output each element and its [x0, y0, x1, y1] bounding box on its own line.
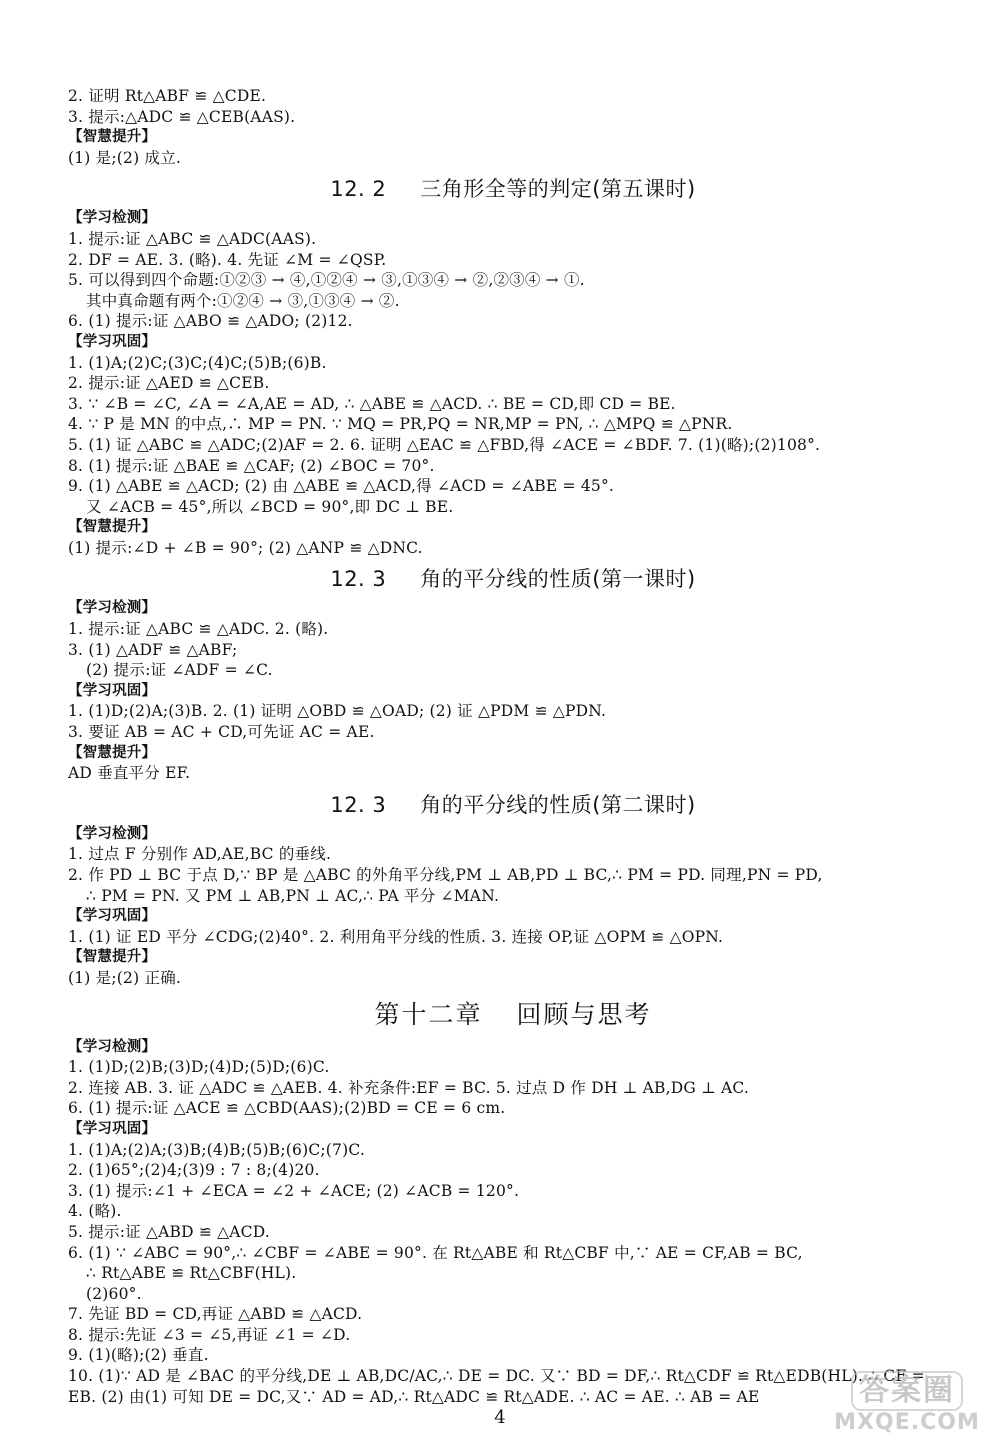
answer-line: 5. 可以得到四个命题:①②③ → ④,①②④ → ③,①③④ → ②,②③④ → ①.	[68, 271, 585, 290]
page-content	[68, 86, 958, 1407]
section-body	[68, 208, 958, 558]
subsection-label: 【智慧提升】	[68, 744, 157, 761]
section-number: 12. 3	[330, 792, 387, 817]
answer-line: 3. 提示:△ADC ≌ △CEB(AAS).	[68, 107, 296, 126]
subsection-label: 【学习巩固】	[68, 908, 157, 925]
answer-line: 1. (1) 证 ED 平分 ∠CDG;(2)40°. 2. 利用角平分线的性质. 3. 连接 OP,证 △OPM ≌ △OPN.	[68, 927, 724, 946]
answer-line: 3. (1) 提示:∠1 + ∠ECA = ∠2 + ∠ACE; (2) ∠ACB = 120°.	[68, 1181, 520, 1200]
answer-line: (1) 是;(2) 正确.	[68, 968, 182, 987]
answer-line: 9. (1) △ABE ≌ △ACD; (2) 由 △ABE ≌ △ACD,得 ∠ACD = ∠ABE = 45°.	[68, 477, 615, 496]
section-number: 12. 2	[330, 177, 387, 202]
answer-line: 2. 连接 AB. 3. 证 △ADC ≌ △AEB. 4. 补充条件:EF = BC. 5. 过点 D 作 DH ⊥ AB,DG ⊥ AC.	[68, 1078, 750, 1097]
section-continued	[68, 86, 958, 168]
subsection-label: 【智慧提升】	[68, 949, 157, 966]
answer-line: 又 ∠ACB = 45°,所以 ∠BCD = 90°,即 DC ⊥ BE.	[86, 497, 454, 516]
answer-line: EB. (2) 由(1) 可知 DE = DC,又∵ AD = AD,∴ Rt△ADC ≌ Rt△ADE. ∴ AC = AE. ∴ AB = AE	[68, 1387, 760, 1406]
answer-line: 1. (1)A;(2)C;(3)C;(4)C;(5)B;(6)B.	[68, 353, 327, 372]
subsection-label: 【学习检测】	[68, 600, 157, 617]
answer-line: (2)60°.	[86, 1284, 142, 1303]
answer-line: 8. 提示:先证 ∠3 = ∠5,再证 ∠1 = ∠D.	[68, 1325, 351, 1344]
answer-line: 2. DF = AE. 3. (略). 4. 先证 ∠M = ∠QSP.	[68, 250, 387, 269]
chapter-heading	[68, 999, 958, 1031]
answer-line: 1. 提示:证 △ABC ≌ △ADC. 2. (略).	[68, 620, 329, 639]
subsection-label: 【学习巩固】	[68, 333, 157, 350]
section-heading	[68, 792, 958, 818]
answer-line: AD 垂直平分 EF.	[68, 764, 191, 783]
answer-line: ∴ PM = PN. 又 PM ⊥ AB,PN ⊥ AC,∴ PA 平分 ∠MAN.	[86, 886, 500, 905]
answer-line: 3. ∵ ∠B = ∠C, ∠A = ∠A,AE = AD, ∴ △ABE ≌ △ACD. ∴ BE = CD,即 CD = BE.	[68, 394, 676, 413]
answer-line: 1. (1)A;(2)A;(3)B;(4)B;(5)B;(6)C;(7)C.	[68, 1140, 365, 1159]
chapter-body	[68, 1037, 958, 1408]
section-title: 角的平分线的性质(第一课时)	[420, 567, 696, 592]
chapter-title: 回顾与思考	[516, 999, 652, 1029]
subsection-label: 【智慧提升】	[68, 129, 157, 146]
watermark-url: MXQE.COM	[834, 1410, 980, 1435]
page-number: 4	[494, 1407, 506, 1428]
chapter-number: 第十二章	[374, 999, 483, 1029]
section-title: 角的平分线的性质(第二课时)	[420, 792, 696, 817]
answer-line: 3. (1) △ADF ≌ △ABF;	[68, 640, 238, 659]
answer-line: 7. 先证 BD = CD,再证 △ABD ≌ △ACD.	[68, 1305, 363, 1324]
answer-line: 10. (1)∵ AD 是 ∠BAC 的平分线,DE ⊥ AB,DC/AC,∴ DE = DC. 又∵ BD = DF,∴ Rt△CDF ≌ Rt△EDB(HL). ∴ CF =	[68, 1367, 925, 1386]
answer-line: 9. (1)(略);(2) 垂直.	[68, 1346, 209, 1365]
section-heading	[68, 176, 958, 202]
answer-line: 2. 提示:证 △AED ≌ △CEB.	[68, 374, 270, 393]
answer-line: 4. ∵ P 是 MN 的中点,∴ MP = PN. ∵ MQ = PR,PQ = NR,MP = PN, ∴ △MPQ ≌ △PNR.	[68, 415, 733, 434]
subsection-label: 【学习巩固】	[68, 682, 157, 699]
answer-line: (1) 是;(2) 成立.	[68, 148, 182, 167]
answer-line: 2. 证明 Rt△ABF ≌ △CDE.	[68, 87, 267, 105]
subsection-label: 【学习检测】	[68, 825, 157, 842]
answer-line: 1. 过点 F 分别作 AD,AE,BC 的垂线.	[68, 845, 332, 864]
answer-line: 其中真命题有两个:①②④ → ③,①③④ → ②.	[86, 291, 400, 310]
answer-line: 1. 提示:证 △ABC ≌ △ADC(AAS).	[68, 229, 317, 248]
section-body	[68, 824, 958, 989]
answer-line: 1. (1)D;(2)A;(3)B. 2. (1) 证明 △OBD ≌ △OAD; (2) 证 △PDM ≌ △PDN.	[68, 702, 607, 721]
section-number: 12. 3	[330, 567, 387, 592]
answer-line: 6. (1) ∵ ∠ABC = 90°,∴ ∠CBF = ∠ABE = 90°. 在 Rt△ABE 和 Rt△CBF 中,∵ AE = CF,AB = BC,	[68, 1243, 803, 1262]
section-heading	[68, 566, 958, 592]
watermark-text: 答案圈	[851, 1371, 963, 1411]
section-title: 三角形全等的判定(第五课时)	[420, 177, 696, 202]
answer-line: 1. (1)D;(2)B;(3)D;(4)D;(5)D;(6)C.	[68, 1058, 330, 1077]
subsection-label: 【学习巩固】	[68, 1120, 157, 1137]
answer-line: 6. (1) 提示:证 △ACE ≌ △CBD(AAS);(2)BD = CE = 6 cm.	[68, 1099, 506, 1118]
answer-line: (2) 提示:证 ∠ADF = ∠C.	[86, 661, 273, 680]
answer-line: 5. 提示:证 △ABD ≌ △ACD.	[68, 1222, 270, 1241]
answer-line: 4. (略).	[68, 1202, 122, 1221]
answer-line: 2. 作 PD ⊥ BC 于点 D,∵ BP 是 △ABC 的外角平分线,PM ⊥ AB,PD ⊥ BC,∴ PM = PD. 同理,PN = PD,	[68, 866, 823, 884]
subsection-label: 【学习检测】	[68, 210, 157, 227]
answer-line: 8. (1) 提示:证 △BAE ≌ △CAF; (2) ∠BOC = 70°.	[68, 456, 435, 475]
answer-line: (1) 提示:∠D + ∠B = 90°; (2) △ANP ≌ △DNC.	[68, 538, 423, 557]
answer-line: ∴ Rt△ABE ≌ Rt△CBF(HL).	[86, 1264, 297, 1283]
subsection-label: 【学习检测】	[68, 1038, 157, 1055]
subsection-label: 【智慧提升】	[68, 519, 157, 536]
watermark-logo	[832, 1369, 982, 1437]
answer-line: 5. (1) 证 △ABC ≌ △ADC;(2)AF = 2. 6. 证明 △EAC ≌ △FBD,得 ∠ACE = ∠BDF. 7. (1)(略);(2)108°.	[68, 435, 821, 454]
answer-line: 3. 要证 AB = AC + CD,可先证 AC = AE.	[68, 723, 375, 742]
section-body	[68, 598, 958, 783]
answer-line: 2. (1)65°;(2)4;(3)9 : 7 : 8;(4)20.	[68, 1161, 320, 1180]
answer-line: 6. (1) 提示:证 △ABO ≌ △ADO; (2)12.	[68, 312, 353, 331]
